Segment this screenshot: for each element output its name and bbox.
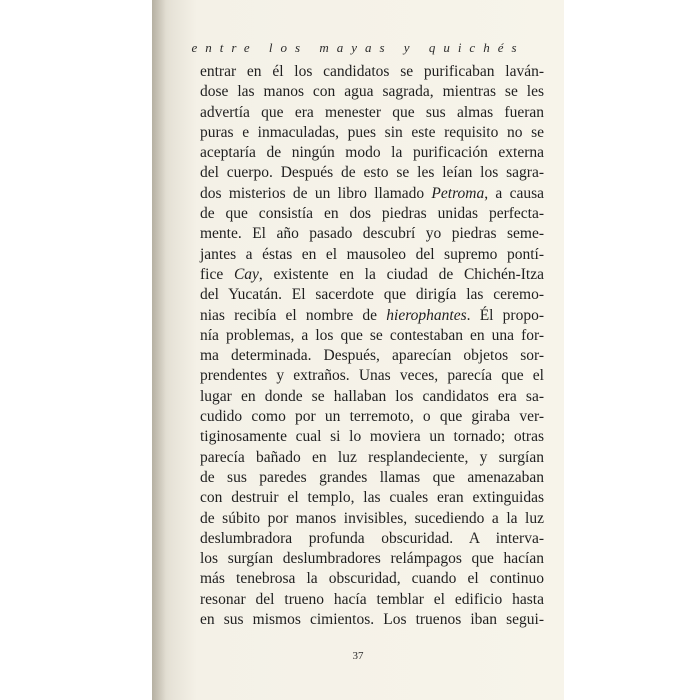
text-line bbox=[200, 123, 544, 143]
text-segment: prendentes y extraños. Unas veces, parecía que el bbox=[200, 367, 544, 385]
text-segment: resonar del trueno hacía temblar el edificio hasta bbox=[200, 590, 544, 608]
text-segment: nía problemas, a los que se contestaban en una for- bbox=[200, 326, 544, 344]
text-line bbox=[200, 549, 544, 569]
text-line bbox=[200, 265, 544, 285]
text-segment: cudido como por un terremoto, o que giraba ver- bbox=[200, 408, 544, 426]
text-line bbox=[200, 163, 544, 183]
text-segment: , existente en la ciudad de Chichén-Itza bbox=[258, 265, 544, 283]
text-line bbox=[200, 62, 544, 82]
text-segment: más tenebrosa la obscuridad, cuando el continuo bbox=[200, 570, 544, 588]
text-line bbox=[200, 285, 544, 305]
text-segment: del Yucatán. El sacerdote que dirigía las ceremo- bbox=[200, 286, 544, 304]
page-number: 37 bbox=[352, 650, 364, 662]
text-line bbox=[200, 407, 544, 427]
text-segment: puras e inmaculadas, pues sin este requisito no se bbox=[200, 123, 544, 141]
italic-term: Cay bbox=[233, 265, 259, 283]
text-segment: jantes a éstas en el mausoleo del supremo pontí- bbox=[200, 245, 544, 263]
text-line bbox=[200, 245, 544, 265]
text-line bbox=[200, 387, 544, 407]
text-segment: de súbito por manos invisibles, sucediendo a la luz bbox=[200, 509, 544, 527]
text-line bbox=[200, 143, 544, 163]
text-line bbox=[200, 204, 544, 224]
text-line bbox=[200, 569, 544, 589]
text-segment: del cuerpo. Después de esto se les leían los sagra- bbox=[200, 164, 544, 182]
text-segment: de sus paredes grandes llamas que amenazaban bbox=[200, 468, 544, 486]
text-line bbox=[200, 346, 544, 366]
text-line bbox=[200, 610, 544, 630]
text-segment: advertía que era menester que sus almas fueran bbox=[200, 103, 544, 121]
book-page bbox=[152, 0, 564, 700]
body-text bbox=[200, 62, 544, 630]
text-segment: aceptaría de ningún modo la purificación externa bbox=[200, 144, 544, 162]
text-line bbox=[200, 529, 544, 549]
text-segment: deslumbradora profunda obscuridad. A interva- bbox=[200, 529, 544, 547]
italic-term: hierophantes bbox=[386, 306, 467, 324]
text-line bbox=[200, 509, 544, 529]
text-line bbox=[200, 427, 544, 447]
text-segment: . Él propo- bbox=[466, 306, 544, 324]
text-segment: con destruir el templo, las cuales eran extinguidas bbox=[200, 489, 544, 507]
text-line bbox=[200, 326, 544, 346]
text-line bbox=[200, 103, 544, 123]
text-segment: lugar en donde se hallaban los candidatos era sa- bbox=[200, 387, 544, 405]
italic-term: Petroma bbox=[431, 184, 485, 202]
text-line bbox=[200, 468, 544, 488]
text-line bbox=[200, 184, 544, 204]
text-segment: ma determinada. Después, aparecían objetos sor- bbox=[200, 347, 544, 365]
text-line bbox=[200, 448, 544, 468]
text-line bbox=[200, 224, 544, 244]
running-head: entre los mayas y quichés bbox=[191, 40, 525, 55]
text-segment: dose las manos con agua sagrada, mientras se les bbox=[200, 83, 544, 101]
text-segment: en sus mismos cimientos. Los truenos iban segui- bbox=[200, 611, 544, 629]
text-segment: nias recibía el nombre de bbox=[200, 306, 387, 324]
text-line bbox=[200, 306, 544, 326]
text-line bbox=[200, 590, 544, 610]
gutter-shadow bbox=[152, 0, 166, 700]
text-segment: mente. El año pasado descubrí yo piedras seme- bbox=[200, 225, 544, 243]
text-segment: entrar en él los candidatos se purificaban laván- bbox=[200, 63, 544, 80]
text-segment: parecía bañado en luz resplandeciente, y surgían bbox=[200, 448, 544, 466]
text-segment: , a causa bbox=[484, 184, 544, 202]
text-segment: de que consistía en dos piedras unidas perfecta- bbox=[200, 205, 544, 223]
text-segment: fice bbox=[200, 265, 234, 283]
text-segment: dos misterios de un libro llamado bbox=[200, 184, 432, 202]
text-segment: tiginosamente cual si lo moviera un tornado; otras bbox=[200, 428, 544, 446]
text-segment: los surgían deslumbradores relámpagos que hacían bbox=[200, 550, 544, 568]
text-line bbox=[200, 366, 544, 386]
text-line bbox=[200, 488, 544, 508]
text-line bbox=[200, 82, 544, 102]
